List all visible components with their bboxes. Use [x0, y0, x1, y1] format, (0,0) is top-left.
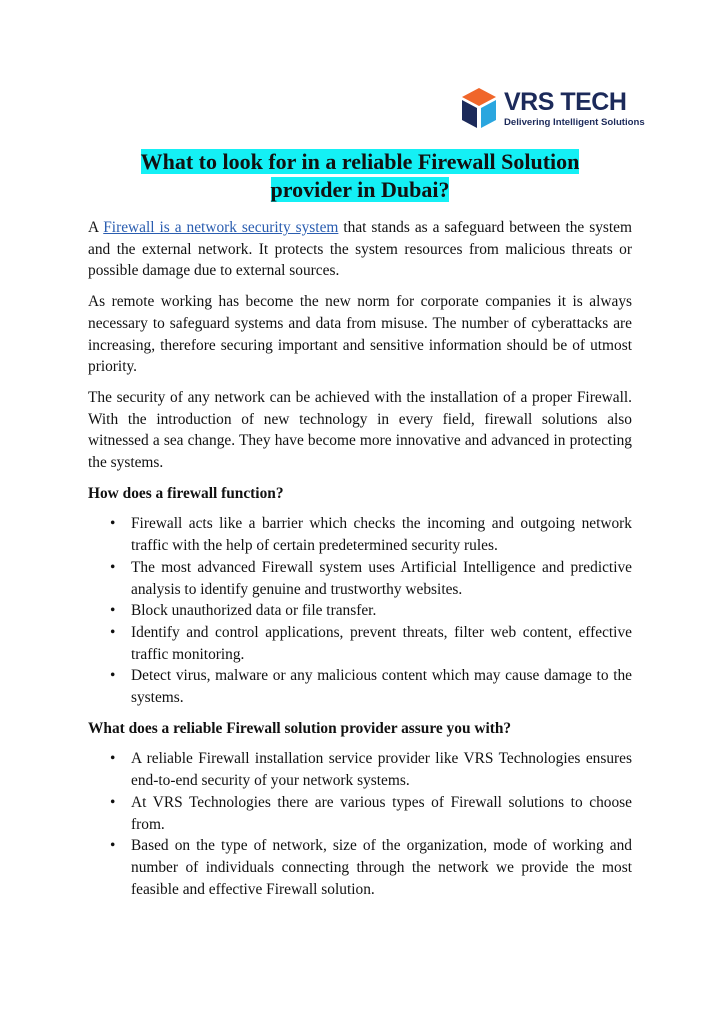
heading-provider-assurance: What does a reliable Firewall solution provider assure you with?	[88, 719, 512, 737]
firewall-function-list	[88, 513, 632, 708]
bullet-icon: •	[110, 793, 116, 811]
list-item	[88, 665, 632, 708]
page-title	[88, 148, 632, 204]
list-item	[88, 622, 632, 665]
list-item	[88, 557, 632, 600]
firewall-link[interactable]: Firewall is a network security system	[103, 219, 339, 236]
list-item-text: Block unauthorized data or file transfer.	[131, 602, 377, 620]
logo-name: VRS TECH	[504, 88, 627, 116]
bullet-icon: •	[110, 667, 116, 685]
bullet-icon: •	[110, 750, 116, 768]
article-body	[88, 217, 632, 909]
logo-tagline: Delivering Intelligent Solutions	[504, 117, 645, 128]
heading-firewall-function: How does a firewall function?	[88, 484, 284, 502]
paragraph-intro	[88, 217, 632, 282]
bullet-icon: •	[110, 623, 116, 641]
bullet-icon: •	[110, 602, 116, 620]
list-item	[88, 748, 632, 791]
vrs-tech-logo	[458, 86, 645, 136]
bullet-icon: •	[110, 515, 116, 533]
list-item	[88, 792, 632, 835]
intro-suffix: that stands as a safeguard between the system and the external network. It protects the system resources from malicious threats or possible damage due to external sources.	[88, 219, 632, 280]
list-item	[88, 600, 632, 622]
bullet-icon: •	[110, 837, 116, 855]
paragraph-network-security: The security of any network can be achieved with the installation of a proper Firewall. With the introduction of new technology in every field, firewall solutions also witnessed a sea change. They have become more innovative and advanced in protecting the systems.	[88, 388, 632, 472]
list-item-text: At VRS Technologies there are various types of Firewall solutions to choose from.	[131, 793, 632, 833]
list-item-text: The most advanced Firewall system uses Artificial Intelligence and predictive analysis to identify genuine and trustworthy websites.	[131, 558, 632, 598]
list-item-text: Based on the type of network, size of the organization, mode of working and number of individuals connecting through the network we provide the most feasible and effective Firewall solution.	[131, 837, 632, 898]
title-line-1: What to look for in a reliable Firewall Solution	[140, 149, 580, 174]
list-item-text: Identify and control applications, prevent threats, filter web content, effective traffic monitoring.	[131, 623, 632, 663]
intro-prefix: A	[88, 219, 104, 236]
list-item	[88, 513, 632, 556]
list-item-text: Firewall acts like a barrier which checks the incoming and outgoing network traffic with the help of certain predetermined security rules.	[131, 515, 632, 555]
list-item	[88, 835, 632, 900]
list-item-text: Detect virus, malware or any malicious content which may cause damage to the systems.	[131, 667, 632, 707]
list-item-text: A reliable Firewall installation service provider like VRS Technologies ensures end-to-end security of your network systems.	[131, 750, 632, 790]
provider-assurance-list	[88, 748, 632, 900]
logo-mark-icon	[458, 86, 500, 132]
paragraph-remote-working: As remote working has become the new norm for corporate companies it is always necessary to safeguard systems and data from misuse. The number of cyberattacks are increasing, therefore securing important and sensitive information should be of utmost priority.	[88, 293, 632, 376]
bullet-icon: •	[110, 558, 116, 576]
title-line-2: provider in Dubai?	[270, 177, 450, 202]
